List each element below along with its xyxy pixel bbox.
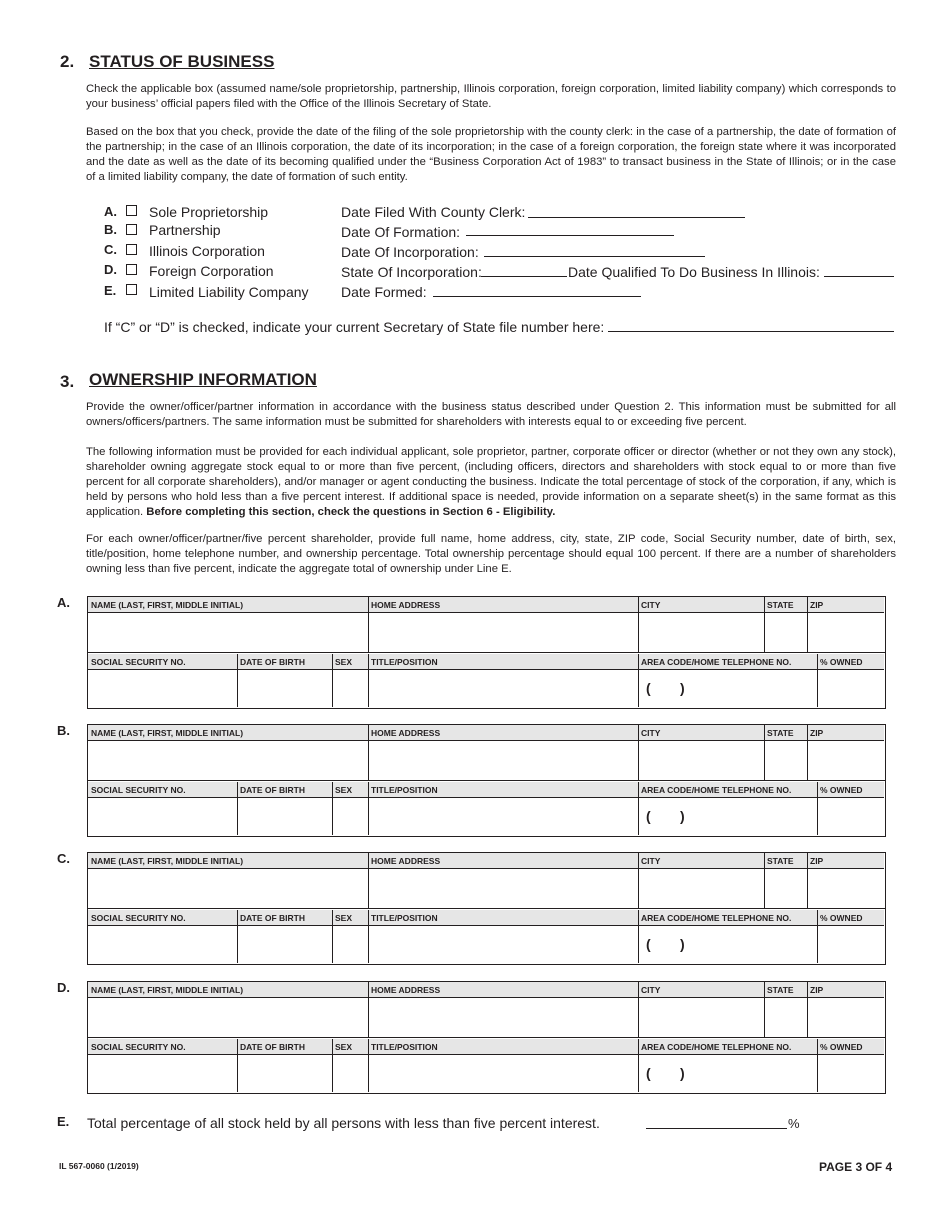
title-position-input[interactable]	[368, 926, 638, 963]
illinois-corporation-checkbox[interactable]	[126, 244, 137, 255]
city-input[interactable]	[638, 998, 764, 1037]
owner-grid-a	[87, 596, 886, 709]
option-letter: B.	[104, 222, 117, 237]
section-2-number: 2.	[60, 52, 75, 71]
area-code-paren-close: )	[680, 936, 685, 952]
name-input[interactable]	[88, 998, 368, 1037]
home-address-header: HOME ADDRESS	[368, 725, 638, 741]
percent-sign: %	[788, 1116, 800, 1131]
home-address-header: HOME ADDRESS	[368, 853, 638, 869]
state-header: STATE	[764, 853, 807, 869]
sex-input[interactable]	[332, 926, 368, 963]
date-formed-field[interactable]	[433, 296, 641, 297]
instructions-bold-note: Before completing this section, check the questions in Section 6 - Eligibility.	[146, 506, 556, 518]
home-telephone-input[interactable]	[638, 1055, 817, 1092]
sex-input[interactable]	[332, 798, 368, 835]
area-code-paren-open: (	[646, 680, 651, 696]
zip-header: ZIP	[807, 725, 884, 741]
county-clerk-label: Date Filed With County Clerk:	[341, 204, 526, 220]
percent-owned-header: % OWNED	[817, 782, 884, 798]
line-e-percent-field[interactable]	[646, 1128, 787, 1129]
sex-input[interactable]	[332, 1055, 368, 1092]
line-e-label: Total percentage of all stock held by all persons with less than five percent interest.	[87, 1115, 600, 1131]
name-header: NAME (LAST, FIRST, MIDDLE INITIAL)	[88, 982, 368, 998]
area-code-paren-open: (	[646, 808, 651, 824]
section-3-instructions-1: Provide the owner/officer/partner information in accordance with the business status described under Question 2. This information must be submitted for all owners/officers/partners. The same information must be submitted for shareholders with interests equal to or exceeding five percent.	[86, 401, 896, 428]
sex-header: SEX	[332, 1039, 368, 1055]
title-position-header: TITLE/POSITION	[368, 1039, 638, 1055]
title-position-header: TITLE/POSITION	[368, 782, 638, 798]
zip-header: ZIP	[807, 982, 884, 998]
ssn-input[interactable]	[88, 798, 237, 835]
name-input[interactable]	[88, 741, 368, 780]
option-label: Sole Proprietorship	[149, 204, 269, 220]
home-address-header: HOME ADDRESS	[368, 597, 638, 613]
name-header: NAME (LAST, FIRST, MIDDLE INITIAL)	[88, 853, 368, 869]
incorporation-date-field[interactable]	[484, 256, 705, 257]
ssn-header: SOCIAL SECURITY NO.	[88, 1039, 237, 1055]
title-position-header: TITLE/POSITION	[368, 654, 638, 670]
city-header: CITY	[638, 597, 764, 613]
home-telephone-input[interactable]	[638, 926, 817, 963]
title-position-header: TITLE/POSITION	[368, 910, 638, 926]
area-code-paren-open: (	[646, 1065, 651, 1081]
sos-file-number-label: If “C” or “D” is checked, indicate your current Secretary of State file number here:	[104, 319, 605, 335]
city-input[interactable]	[638, 869, 764, 908]
percent-owned-header: % OWNED	[817, 910, 884, 926]
sex-header: SEX	[332, 910, 368, 926]
area-code-paren-close: )	[680, 808, 685, 824]
name-header: NAME (LAST, FIRST, MIDDLE INITIAL)	[88, 597, 368, 613]
zip-input[interactable]	[807, 869, 884, 908]
state-header: STATE	[764, 725, 807, 741]
state-input[interactable]	[764, 613, 807, 652]
percent-owned-input[interactable]	[817, 1055, 884, 1092]
foreign-corporation-checkbox[interactable]	[126, 264, 137, 275]
ssn-header: SOCIAL SECURITY NO.	[88, 654, 237, 670]
sex-header: SEX	[332, 654, 368, 670]
section-3-number: 3.	[60, 372, 75, 391]
date-of-birth-input[interactable]	[237, 670, 332, 707]
row-letter-c: C.	[57, 851, 70, 866]
home-address-input[interactable]	[368, 613, 638, 652]
percent-owned-header: % OWNED	[817, 654, 884, 670]
zip-header: ZIP	[807, 853, 884, 869]
owner-grid-c	[87, 852, 886, 965]
date-of-birth-input[interactable]	[237, 1055, 332, 1092]
row-letter-a: A.	[57, 595, 70, 610]
home-telephone-input[interactable]	[638, 798, 817, 835]
state-of-incorporation-label: State Of Incorporation:	[341, 264, 482, 280]
sole-proprietorship-checkbox[interactable]	[126, 205, 137, 216]
llc-checkbox[interactable]	[126, 284, 137, 295]
home-telephone-header: AREA CODE/HOME TELEPHONE NO.	[638, 1039, 817, 1055]
zip-header: ZIP	[807, 597, 884, 613]
date-of-birth-header: DATE OF BIRTH	[237, 1039, 332, 1055]
owner-grid-b	[87, 724, 886, 837]
ssn-input[interactable]	[88, 670, 237, 707]
area-code-paren-close: )	[680, 1065, 685, 1081]
area-code-paren-close: )	[680, 680, 685, 696]
section-3-title: OWNERSHIP INFORMATION	[89, 370, 317, 389]
date-qualified-field[interactable]	[824, 276, 894, 277]
percent-owned-header: % OWNED	[817, 1039, 884, 1055]
state-input[interactable]	[764, 869, 807, 908]
row-letter-b: B.	[57, 723, 70, 738]
ssn-input[interactable]	[88, 926, 237, 963]
percent-owned-input[interactable]	[817, 670, 884, 707]
date-qualified-label: Date Qualified To Do Business In Illinois:	[568, 264, 820, 280]
zip-input[interactable]	[807, 998, 884, 1037]
date-formed-label: Date Formed:	[341, 284, 427, 300]
ssn-input[interactable]	[88, 1055, 237, 1092]
state-input[interactable]	[764, 741, 807, 780]
sex-input[interactable]	[332, 670, 368, 707]
sex-header: SEX	[332, 782, 368, 798]
zip-input[interactable]	[807, 741, 884, 780]
home-address-input[interactable]	[368, 869, 638, 908]
home-address-input[interactable]	[368, 741, 638, 780]
county-clerk-date-field[interactable]	[528, 217, 745, 218]
date-of-birth-header: DATE OF BIRTH	[237, 654, 332, 670]
section-3-instructions-2	[86, 445, 896, 520]
state-header: STATE	[764, 982, 807, 998]
home-address-header: HOME ADDRESS	[368, 982, 638, 998]
owner-grid-d	[87, 981, 886, 1094]
option-label: Partnership	[149, 222, 221, 238]
section-3-instructions-3: For each owner/officer/partner/five percent shareholder, provide full name, home address, city, state, ZIP code, Social Security number, date of birth, sex, title/position, home telephone number, and ownership percentage. Total ownership percentage should equal 100 percent. If there are a number of shareholders owning less than five percent, indicate the aggregate total of ownership under Line E.	[86, 533, 896, 575]
partnership-checkbox[interactable]	[126, 224, 137, 235]
city-header: CITY	[638, 725, 764, 741]
section-2-instructions-1: Check the applicable box (assumed name/sole proprietorship, partnership, Illinois corporation, foreign corporation, limited liability company) which corresponds to your business’ official papers filed with the Office of the Illinois Secretary of State.	[86, 83, 896, 110]
title-position-input[interactable]	[368, 1055, 638, 1092]
state-header: STATE	[764, 597, 807, 613]
home-telephone-input[interactable]	[638, 670, 817, 707]
row-letter-d: D.	[57, 980, 70, 995]
option-label: Foreign Corporation	[149, 263, 274, 279]
name-input[interactable]	[88, 869, 368, 908]
name-header: NAME (LAST, FIRST, MIDDLE INITIAL)	[88, 725, 368, 741]
row-letter-e: E.	[57, 1114, 70, 1129]
percent-owned-input[interactable]	[817, 798, 884, 835]
percent-owned-input[interactable]	[817, 926, 884, 963]
zip-input[interactable]	[807, 613, 884, 652]
city-input[interactable]	[638, 741, 764, 780]
option-label: Limited Liability Company	[149, 284, 309, 300]
ssn-header: SOCIAL SECURITY NO.	[88, 910, 237, 926]
city-header: CITY	[638, 853, 764, 869]
section-2-instructions-2: Based on the box that you check, provide the date of the filing of the sole proprietorship with the county clerk: in the case of a partnership, the date of formation of the partnership; in the case of an Illinois corporation, the date of its incorporation; in the case of a foreign corporation, the foreign state where it was incorporated and the date as well as the date of its becoming qualified under the “Business Corporation Act of 1983” to transact business in the State of Illinois; or in the case of a limited liability company, the date of formation of such entity.	[86, 126, 896, 183]
option-label: Illinois Corporation	[149, 243, 265, 259]
option-letter: A.	[104, 204, 117, 219]
instructions-text: The following information must be provided for each individual applicant, sole proprietor, partner, corporate officer or director (whether or not they own any stock), shareholder owning aggregate stock equal to or more than five percent, (including officers, directors and shareholders with stock equal to or more than five percent for all corporate shareholders), and/or manager or agent conducting the business. Indicate the total percentage of stock of the corporation, if any, which is held by persons who hold less than a five percent interest. If additional space is needed, provide information on a separate sheet(s) in the same format as this application.	[86, 446, 896, 518]
page-number: PAGE 3 OF 4	[819, 1160, 893, 1174]
state-input[interactable]	[764, 998, 807, 1037]
formation-label: Date Of Formation:	[341, 224, 461, 240]
option-letter: D.	[104, 262, 117, 277]
home-telephone-header: AREA CODE/HOME TELEPHONE NO.	[638, 782, 817, 798]
home-telephone-header: AREA CODE/HOME TELEPHONE NO.	[638, 910, 817, 926]
home-telephone-header: AREA CODE/HOME TELEPHONE NO.	[638, 654, 817, 670]
city-input[interactable]	[638, 613, 764, 652]
state-of-incorporation-field[interactable]	[481, 276, 567, 277]
title-position-input[interactable]	[368, 798, 638, 835]
form-id: IL 567-0060 (1/2019)	[59, 1161, 139, 1171]
name-input[interactable]	[88, 613, 368, 652]
option-letter: C.	[104, 242, 117, 257]
area-code-paren-open: (	[646, 936, 651, 952]
section-2-title: STATUS OF BUSINESS	[89, 52, 275, 71]
ssn-header: SOCIAL SECURITY NO.	[88, 782, 237, 798]
home-address-input[interactable]	[368, 998, 638, 1037]
option-letter: E.	[104, 283, 117, 298]
formation-date-field[interactable]	[466, 235, 674, 236]
sos-file-number-field[interactable]	[608, 331, 894, 332]
date-of-birth-input[interactable]	[237, 926, 332, 963]
date-of-birth-header: DATE OF BIRTH	[237, 782, 332, 798]
incorporation-label: Date Of Incorporation:	[341, 244, 479, 260]
title-position-input[interactable]	[368, 670, 638, 707]
city-header: CITY	[638, 982, 764, 998]
date-of-birth-header: DATE OF BIRTH	[237, 910, 332, 926]
date-of-birth-input[interactable]	[237, 798, 332, 835]
